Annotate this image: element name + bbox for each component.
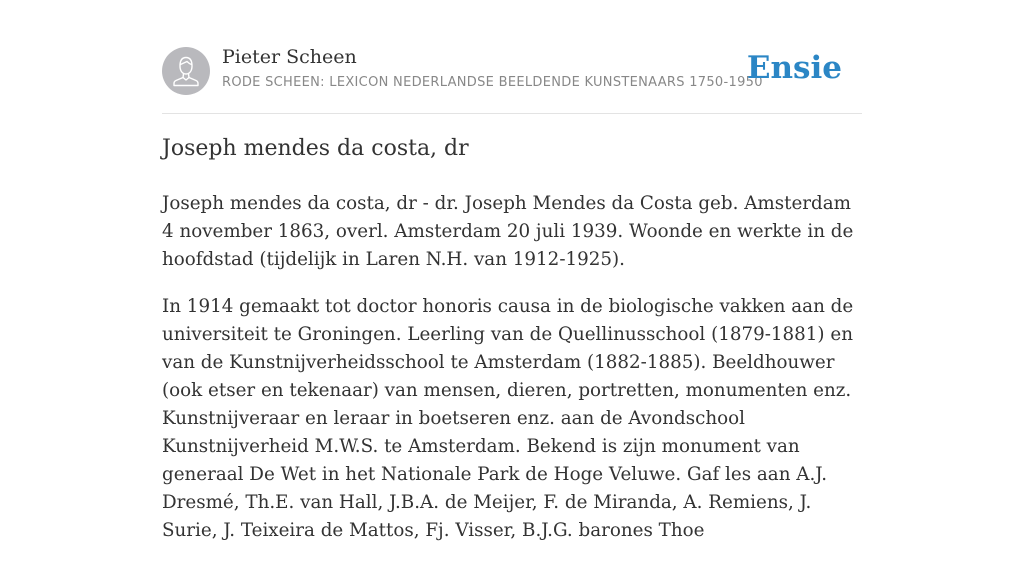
article-paragraph: Joseph mendes da costa, dr - dr. Joseph Mendes da Costa geb. Amsterdam 4 november 1863, overl. Amsterdam 20 juli 1939. Woonde en werkte in de hoofdstad (tijdelijk in Laren N.H. van 1912-1925).	[162, 193, 854, 270]
ensie-logo[interactable]: Ensie	[746, 50, 842, 86]
article-body	[162, 190, 866, 564]
divider	[162, 113, 862, 114]
author-name[interactable]: Pieter Scheen	[222, 46, 357, 68]
page-title: Joseph mendes da costa, dr	[162, 136, 469, 161]
user-icon	[162, 47, 210, 95]
avatar[interactable]	[162, 47, 210, 95]
header	[162, 46, 862, 96]
source-title[interactable]: RODE SCHEEN: LEXICON NEDERLANDSE BEELDENDE KUNSTENAARS 1750-1950	[222, 75, 763, 90]
article-paragraph: In 1914 gemaakt tot doctor honoris causa in de biologische vakken aan de universiteit te Groningen. Leerling van de Quellinusschool (1879-1881) en van de Kunstnijverheidsschool te Amsterdam (1882-1885). Beeldhouwer (ook etser en tekenaar) van mensen, dieren, portretten, monumenten enz. Kunstnijveraar en leraar in boetseren enz. aan de Avondschool Kunstnijverheid M.W.S. te Amsterdam. Bekend is zijn monument van generaal De Wet in het Nationale Park de Hoge Veluwe. Gaf les aan A.J. Dresmé, Th.E. van Hall, J.B.A. de Meijer, F. de Miranda, A. Remiens, J. Surie, J. Teixeira de Mattos, Fj. Visser, B.J.G. barones Thoe	[162, 296, 854, 541]
